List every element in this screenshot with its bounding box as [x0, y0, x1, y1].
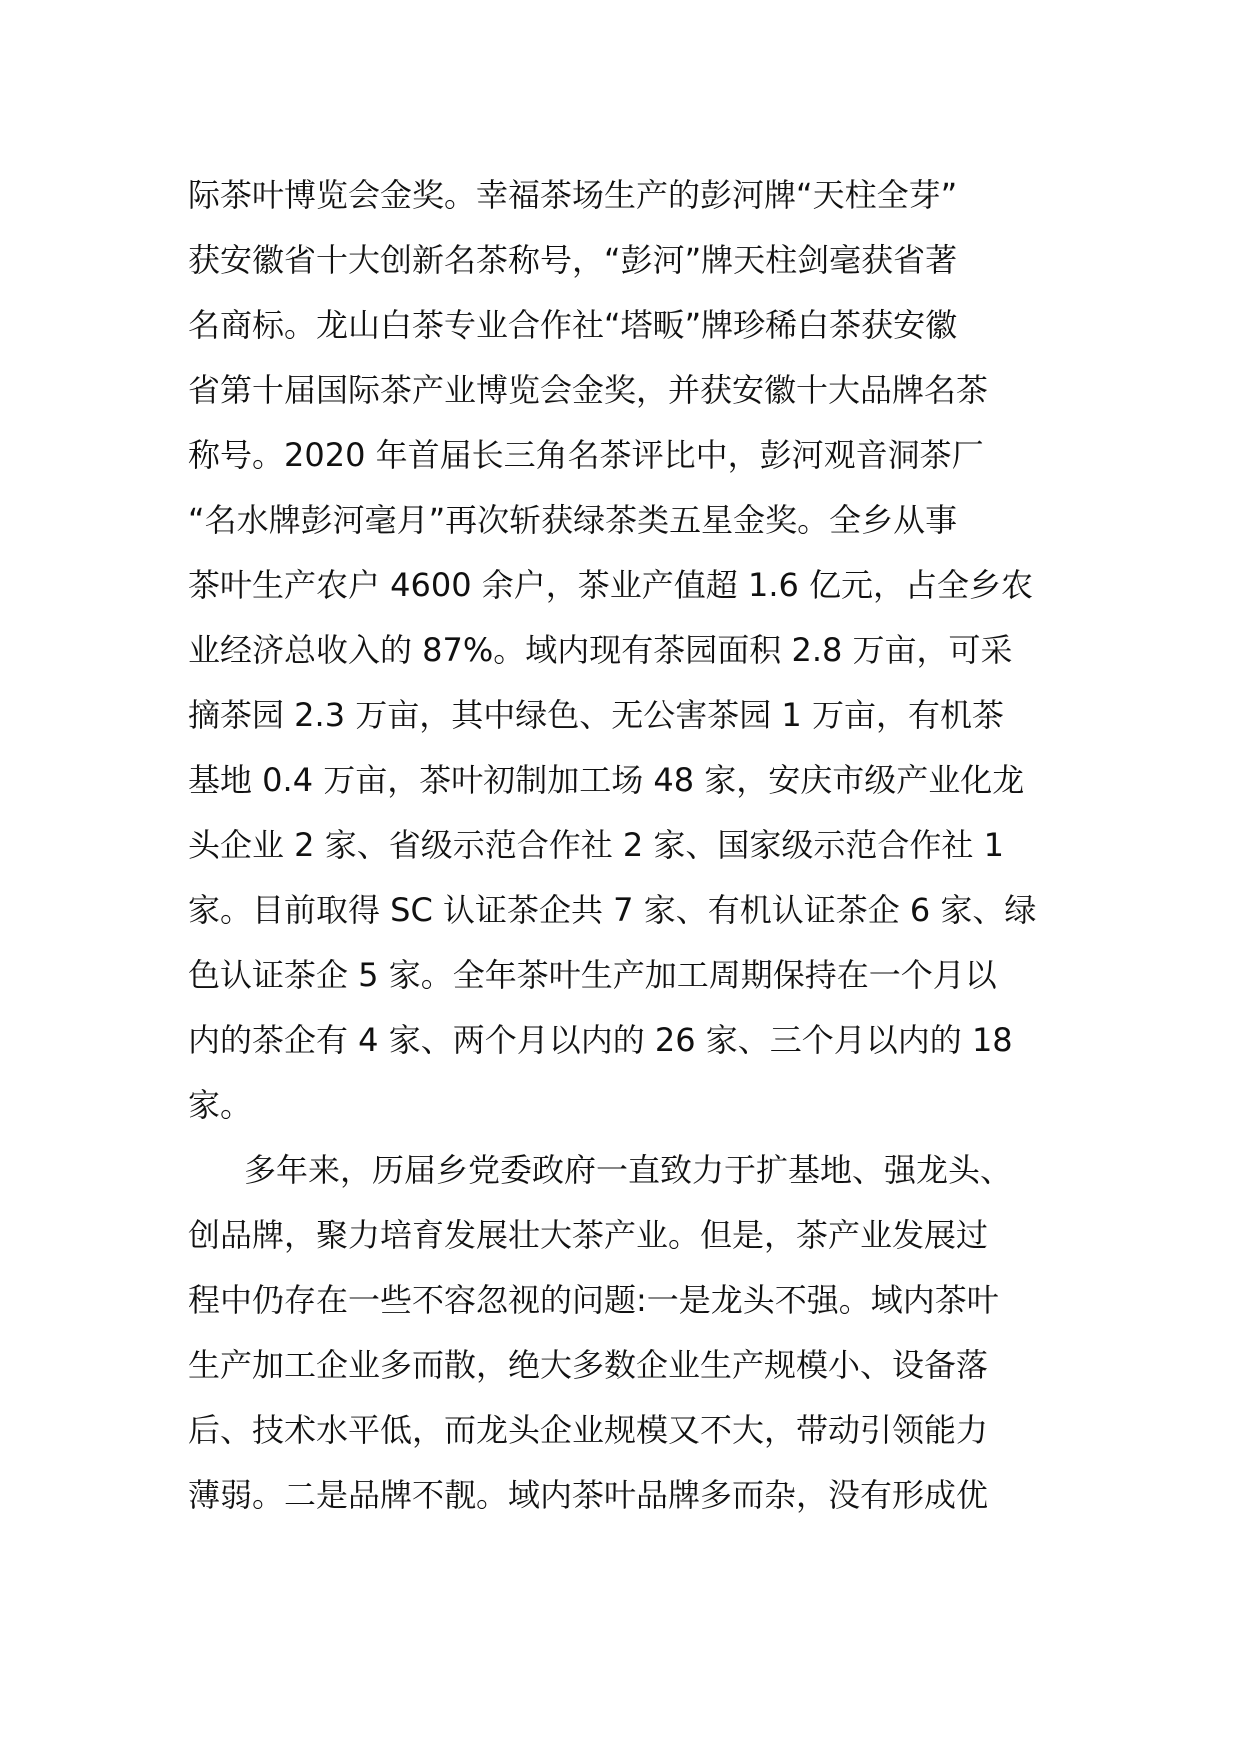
paragraph-2: [188, 1138, 1068, 1528]
text-line: 摘茶园 2.3 万亩，其中绿色、无公害茶园 1 万亩，有机茶: [188, 696, 1004, 734]
text-line: 获安徽省十大创新名茶称号，“彭河”牌天柱剑毫获省著: [188, 241, 958, 279]
text-line: 际茶叶博览会金奖。幸福茶场生产的彭河牌“天柱全芽”: [188, 176, 958, 214]
document-body: [188, 163, 1068, 1528]
text-line: 基地 0.4 万亩，茶叶初制加工场 48 家，安庆市级产业化龙: [188, 761, 1025, 799]
paragraph-1: [188, 163, 1068, 1138]
text-line: 多年来，历届乡党委政府一直致力于扩基地、强龙头、: [244, 1151, 1013, 1189]
text-line: 程中仍存在一些不容忽视的问题:一是龙头不强。域内茶叶: [188, 1281, 999, 1319]
text-line: 名商标。龙山白茶专业合作社“塔畈”牌珍稀白茶获安徽: [188, 306, 958, 344]
text-line: 家。: [188, 1086, 253, 1124]
text-line: 生产加工企业多而散，绝大多数企业生产规模小、设备落: [188, 1346, 989, 1384]
text-line: 内的茶企有 4 家、两个月以内的 26 家、三个月以内的 18: [188, 1021, 1013, 1059]
text-line: 省第十届国际茶产业博览会金奖，并获安徽十大品牌名茶: [188, 371, 989, 409]
text-line: 创品牌，聚力培育发展壮大茶产业。但是，茶产业发展过: [188, 1216, 989, 1254]
text-line: 家。目前取得 SC 认证茶企共 7 家、有机认证茶企 6 家、绿: [188, 891, 1037, 929]
text-line: 后、技术水平低，而龙头企业规模又不大，带动引领能力: [188, 1411, 989, 1449]
text-line: 称号。2020 年首届长三角名茶评比中，彭河观音洞茶厂: [188, 436, 984, 474]
text-line: 业经济总收入的 87%。域内现有茶园面积 2.8 万亩，可采: [188, 631, 1013, 669]
text-line: 薄弱。二是品牌不靓。域内茶叶品牌多而杂，没有形成优: [188, 1476, 989, 1514]
text-line: “名水牌彭河毫月”再次斩获绿茶类五星金奖。全乡从事: [188, 501, 958, 539]
text-line: 色认证茶企 5 家。全年茶叶生产加工周期保持在一个月以: [188, 956, 997, 994]
text-line: 头企业 2 家、省级示范合作社 2 家、国家级示范合作社 1: [188, 826, 1004, 864]
text-line: 茶叶生产农户 4600 余户，茶业产值超 1.6 亿元，占全乡农: [188, 566, 1034, 604]
